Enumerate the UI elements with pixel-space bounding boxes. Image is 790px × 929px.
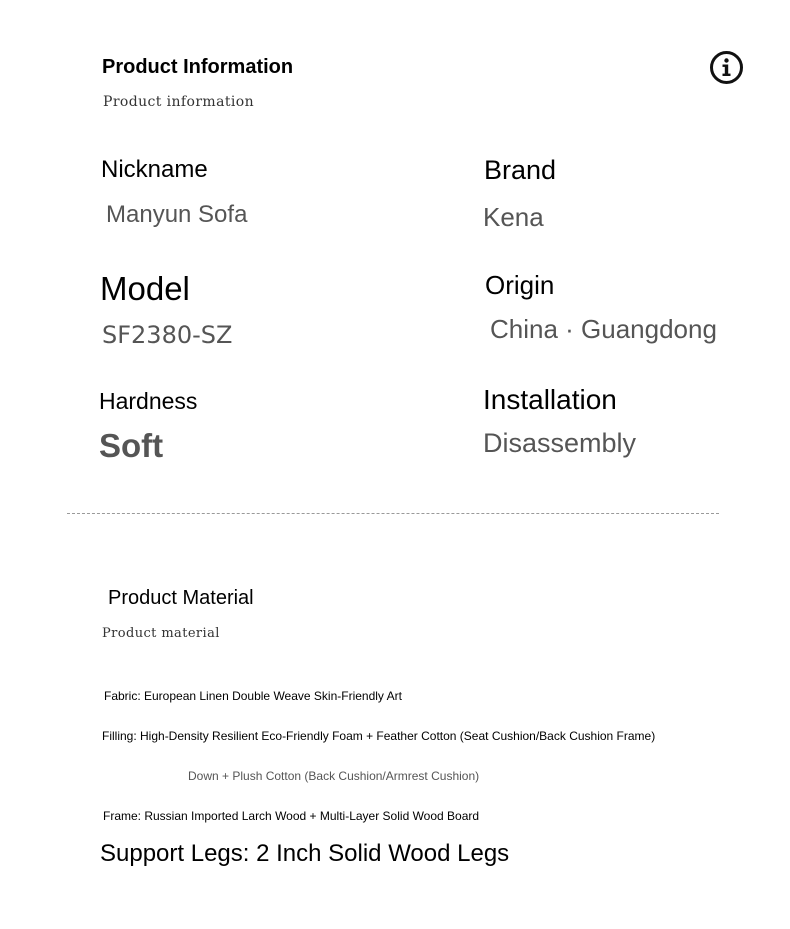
brand-value: Kena xyxy=(483,202,544,232)
section-title-product-information: Product Information xyxy=(102,56,294,78)
material-line-filling-secondary: Down + Plush Cotton (Back Cushion/Armrest Cushion) xyxy=(188,769,480,783)
section-title-product-material: Product Material xyxy=(108,587,254,609)
section-subtitle-product-material: Product material xyxy=(102,626,220,641)
material-line-frame: Frame: Russian Imported Larch Wood + Multi-Layer Solid Wood Board xyxy=(103,809,480,823)
brand-label: Brand xyxy=(484,155,557,185)
material-line-filling: Filling: High-Density Resilient Eco-Friendly Foam + Feather Cotton (Seat Cushion/Back Cushion Frame) xyxy=(102,729,656,743)
nickname-value: Manyun Sofa xyxy=(106,201,248,228)
origin-label: Origin xyxy=(485,270,555,300)
model-label: Model xyxy=(100,270,190,307)
section-divider xyxy=(67,513,719,514)
material-line-fabric: Fabric: European Linen Double Weave Skin-Friendly Art xyxy=(104,689,402,703)
info-circle-icon[interactable] xyxy=(709,50,744,85)
material-line-support-legs: Support Legs: 2 Inch Solid Wood Legs xyxy=(100,840,510,867)
installation-value: Disassembly xyxy=(483,428,637,458)
nickname-label: Nickname xyxy=(101,156,208,183)
hardness-value: Soft xyxy=(99,427,164,464)
origin-value: China · Guangdong xyxy=(490,314,717,344)
model-value: SF2380-SZ xyxy=(102,321,233,349)
installation-label: Installation xyxy=(483,384,617,415)
hardness-label: Hardness xyxy=(99,388,198,414)
section-subtitle-product-information: Product information xyxy=(103,94,255,110)
